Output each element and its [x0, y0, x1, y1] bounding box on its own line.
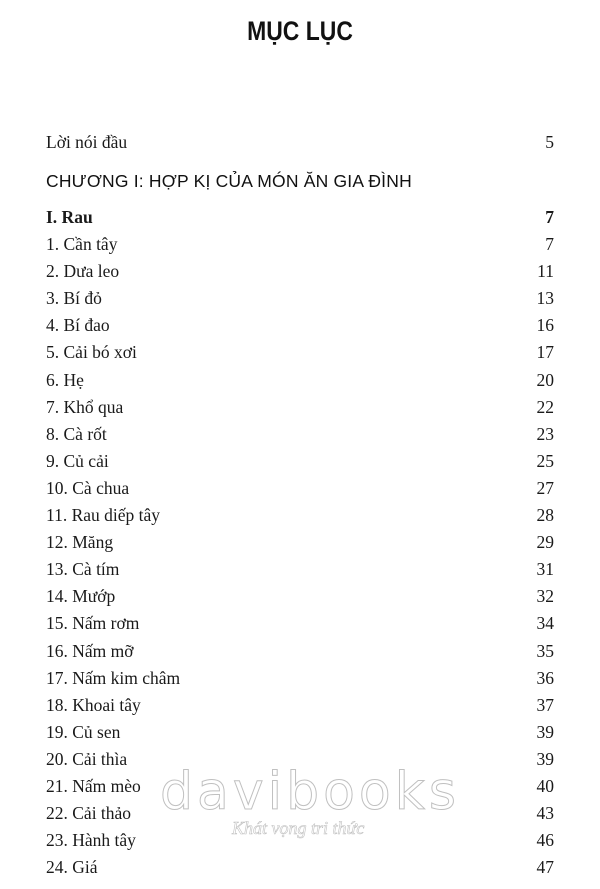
toc-entry-row	[46, 339, 554, 365]
toc-entry-page: 16	[536, 315, 554, 336]
toc-entry-row	[46, 692, 554, 718]
page-title: MỤC LỤC	[247, 16, 353, 46]
toc-entry-label: 18. Khoai tây	[46, 694, 141, 715]
toc-entry-row	[46, 638, 554, 664]
toc-entry-row	[46, 502, 554, 528]
toc-entry-page: 27	[536, 477, 554, 498]
toc-entry-row	[46, 610, 554, 636]
toc-entry-page: 22	[536, 396, 554, 417]
toc-entry-page: 35	[536, 640, 554, 661]
toc-entry-row	[46, 827, 554, 853]
toc-entry-label: 14. Mướp	[46, 586, 116, 607]
toc-entry-row	[46, 556, 554, 582]
toc-entry-row	[46, 367, 554, 393]
toc-entry-label: 15. Nấm rơm	[46, 613, 140, 634]
toc-entry-page: 37	[536, 694, 554, 715]
toc-entry-label: 10. Cà chua	[46, 477, 130, 498]
toc-entry-label: 16. Nấm mỡ	[46, 640, 134, 661]
toc-entry-label: 9. Củ cải	[46, 450, 109, 471]
toc-entry-label: 20. Cải thìa	[46, 748, 128, 769]
toc-entry-row	[46, 800, 554, 826]
toc-entry-row	[46, 583, 554, 609]
toc-entry-page: 46	[536, 830, 554, 851]
toc-preface-row	[46, 129, 554, 155]
toc-section-page: 7	[545, 207, 554, 227]
toc-entry-row	[46, 258, 554, 284]
toc-entry-page: 7	[545, 234, 554, 254]
toc-entry-page: 25	[536, 450, 554, 471]
toc-entry-page: 31	[536, 559, 554, 580]
toc-entry-row	[46, 394, 554, 420]
chapter-heading: CHƯƠNG I: HỢP KỊ CỦA MÓN ĂN GIA ĐÌNH	[46, 171, 412, 191]
toc-entry-row	[46, 312, 554, 338]
toc-entry-row	[46, 475, 554, 501]
toc-preface-label: Lời nói đầu	[46, 132, 128, 152]
watermark-brand: davibooks	[160, 762, 460, 822]
toc-entry-label: 1. Cần tây	[46, 234, 118, 254]
toc-entry-label: 12. Măng	[46, 532, 114, 553]
toc-entry-page: 23	[536, 423, 554, 444]
toc-section-label: I. Rau	[46, 207, 93, 227]
toc-entry-page: 20	[536, 369, 554, 390]
toc-entry-label: 11. Rau diếp tây	[46, 505, 161, 525]
toc-entry-label: 21. Nấm mèo	[46, 776, 141, 796]
toc-preface-page: 5	[545, 132, 554, 152]
toc-entry-row	[46, 665, 554, 691]
toc-entry-page: 11	[537, 261, 554, 282]
toc-entry-label: 4. Bí đao	[46, 315, 110, 336]
toc-entry-label: 6. Hẹ	[46, 369, 84, 390]
toc-entry-page: 32	[536, 586, 554, 607]
toc-entry-label: 7. Khổ qua	[46, 396, 124, 417]
toc-entry-label: 22. Cải thảo	[46, 803, 132, 824]
toc-entry-row	[46, 719, 554, 745]
toc-entry-label: 2. Dưa leo	[46, 261, 120, 282]
toc-entry-page: 13	[536, 288, 554, 309]
toc-entry-row	[46, 448, 554, 474]
toc-section-row	[46, 204, 554, 230]
toc-entry-page: 28	[536, 505, 554, 525]
toc-entry-label: 5. Cải bó xơi	[46, 342, 137, 363]
toc-entry-page: 36	[536, 667, 554, 688]
toc-entry-label: 19. Củ sen	[46, 721, 121, 742]
toc-entry-label: 13. Cà tím	[46, 559, 120, 580]
toc-entry-page: 47	[536, 857, 554, 878]
toc-entry-label: 3. Bí đỏ	[46, 288, 102, 309]
toc-entry-page: 29	[536, 532, 554, 553]
toc-entry-row	[46, 746, 554, 772]
toc-entry-row	[46, 421, 554, 447]
toc-entry-page: 39	[536, 721, 554, 742]
toc-entry-page: 34	[536, 613, 554, 634]
watermark-slogan: Khát vọng tri thức	[232, 818, 365, 838]
toc-entry-page: 39	[536, 748, 554, 769]
toc-entry-label: 8. Cà rốt	[46, 423, 107, 444]
toc-entry-row	[46, 231, 554, 257]
toc-entry-label: 17. Nấm kim châm	[46, 667, 181, 688]
toc-entry-page: 40	[536, 776, 554, 796]
toc-entry-row	[46, 773, 554, 799]
toc-entry-row	[46, 854, 554, 880]
toc-entry-label: 23. Hành tây	[46, 830, 136, 851]
toc-entry-row	[46, 285, 554, 311]
toc-entry-label: 24. Giá	[46, 857, 98, 878]
toc-entry-page: 17	[536, 342, 554, 363]
toc-entry-page: 43	[536, 803, 554, 824]
toc-entry-row	[46, 529, 554, 555]
